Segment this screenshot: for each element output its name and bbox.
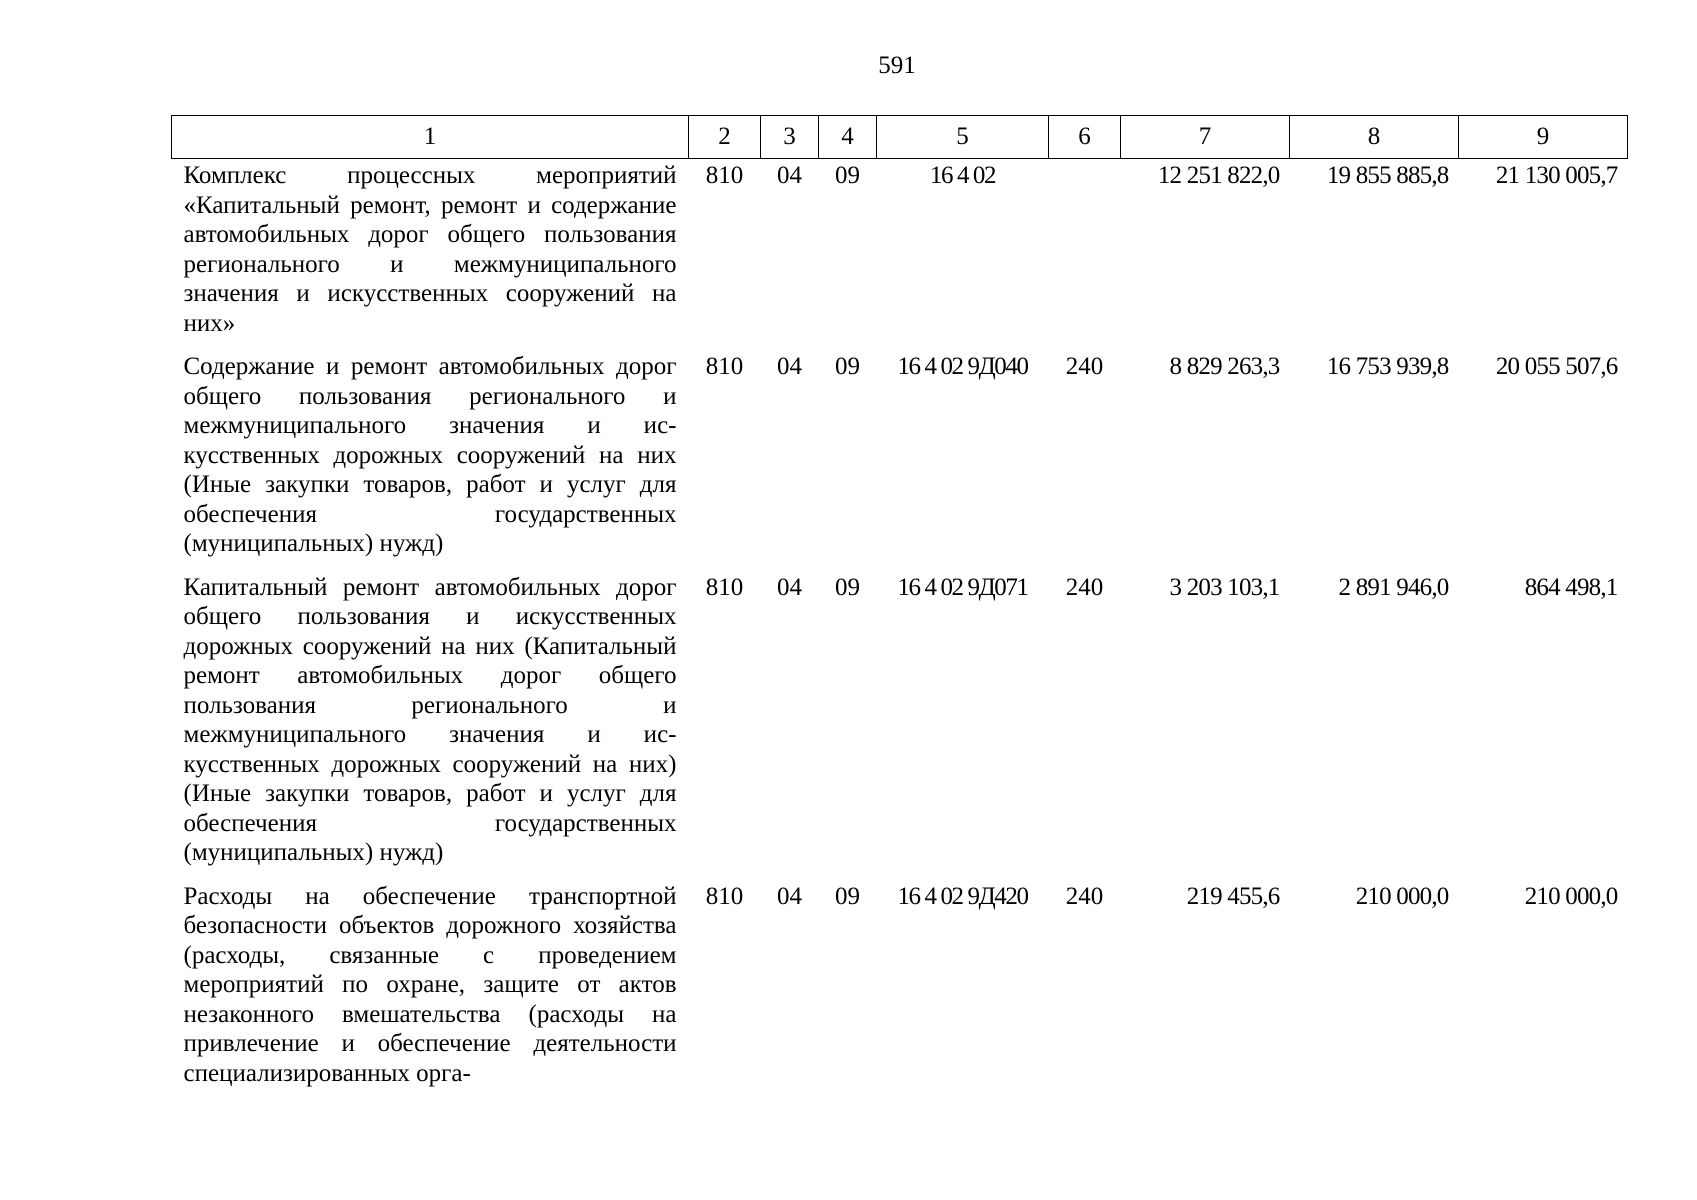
header-row [172, 116, 1628, 159]
amount-col-7: 3 203 103,1 [1169, 573, 1280, 601]
column-header-6: 6 [1049, 116, 1121, 159]
amount-col-9: 864 498,1 [1524, 573, 1618, 601]
target-article-code: 16 4 02 [929, 162, 996, 189]
amount-col-7: 12 251 822,0 [1157, 162, 1280, 189]
column-header-8: 8 [1290, 116, 1459, 159]
expense-type-code: 240 [1065, 573, 1104, 601]
row-description: Комплекс процессных мероприятий «Капитальный ремонт, ремонт и содержание автомобильных дорог общего пользования регионального и межмуниципального значения и искусственных сооружений на них» [183, 162, 677, 337]
target-article-code: 16 4 02 9Д420 [897, 882, 1028, 910]
amount-col-9: 210 000,0 [1524, 882, 1618, 910]
ministry-code: 810 [705, 882, 744, 910]
section-code: 04 [777, 882, 802, 910]
table-row [172, 350, 1628, 571]
column-header-7: 7 [1121, 116, 1290, 159]
column-header-5: 5 [877, 116, 1049, 159]
column-header-9: 9 [1459, 116, 1628, 159]
table-row [172, 159, 1628, 351]
expense-type-code: 240 [1065, 353, 1104, 380]
section-code: 04 [777, 162, 802, 189]
amount-col-8: 16 753 939,8 [1326, 353, 1449, 380]
amount-col-9: 20 055 507,6 [1495, 353, 1618, 380]
row-description: Капитальный ремонт автомобильных дорог общего пользования и искусственных дорожных сооружений на них (Капитальный ремонт автомобильных дорог общего пользования регионального и межмуниципального значения и искусственных дорожных сооружений на них) (Иные закупки товаров, работ и услуг для обеспечения государственных (муниципальных) нужд) [183, 573, 677, 866]
section-code: 04 [777, 353, 802, 380]
ministry-code: 810 [705, 573, 744, 601]
amount-col-7: 8 829 263,3 [1169, 353, 1280, 380]
expense-type-code: 240 [1065, 882, 1104, 910]
amount-col-8: 210 000,0 [1355, 882, 1449, 910]
section-code: 04 [777, 573, 802, 601]
target-article-code: 16 4 02 9Д040 [897, 353, 1028, 380]
column-header-2: 2 [689, 116, 761, 159]
budget-table [171, 115, 1628, 1100]
row-description: Содержание и ремонт автомобильных дорог общего пользования регионального и межмуниципального значения и искусственных дорожных сооружений на них (Иные закупки товаров, работ и услуг для обеспечения государственных (муниципальных) нужд) [183, 353, 677, 557]
amount-col-8: 19 855 885,8 [1326, 162, 1449, 189]
amount-col-8: 2 891 946,0 [1338, 573, 1449, 601]
column-header-3: 3 [761, 116, 819, 159]
subsection-code: 09 [835, 162, 860, 189]
ministry-code: 810 [705, 353, 744, 380]
subsection-code: 09 [835, 573, 860, 601]
table-row [172, 571, 1628, 880]
subsection-code: 09 [835, 353, 860, 380]
ministry-code: 810 [705, 162, 744, 189]
expense-type-code [1049, 159, 1121, 351]
column-header-1: 1 [172, 116, 689, 159]
column-header-4: 4 [819, 116, 877, 159]
subsection-code: 09 [835, 882, 860, 910]
amount-col-9: 21 130 005,7 [1495, 162, 1618, 189]
table-row [172, 880, 1628, 1101]
amount-col-7: 219 455,6 [1186, 882, 1280, 910]
row-description: Расходы на обеспечение транспортной безопасности объектов дорожного хозяйства (расходы, связанные с проведением мероприятий по охране, защите от актов незаконного вмешательства (расходы на привлечение и обеспечение деятельности специализированных орга- [183, 882, 677, 1087]
page-number: 591 [878, 52, 916, 79]
target-article-code: 16 4 02 9Д071 [897, 573, 1028, 601]
